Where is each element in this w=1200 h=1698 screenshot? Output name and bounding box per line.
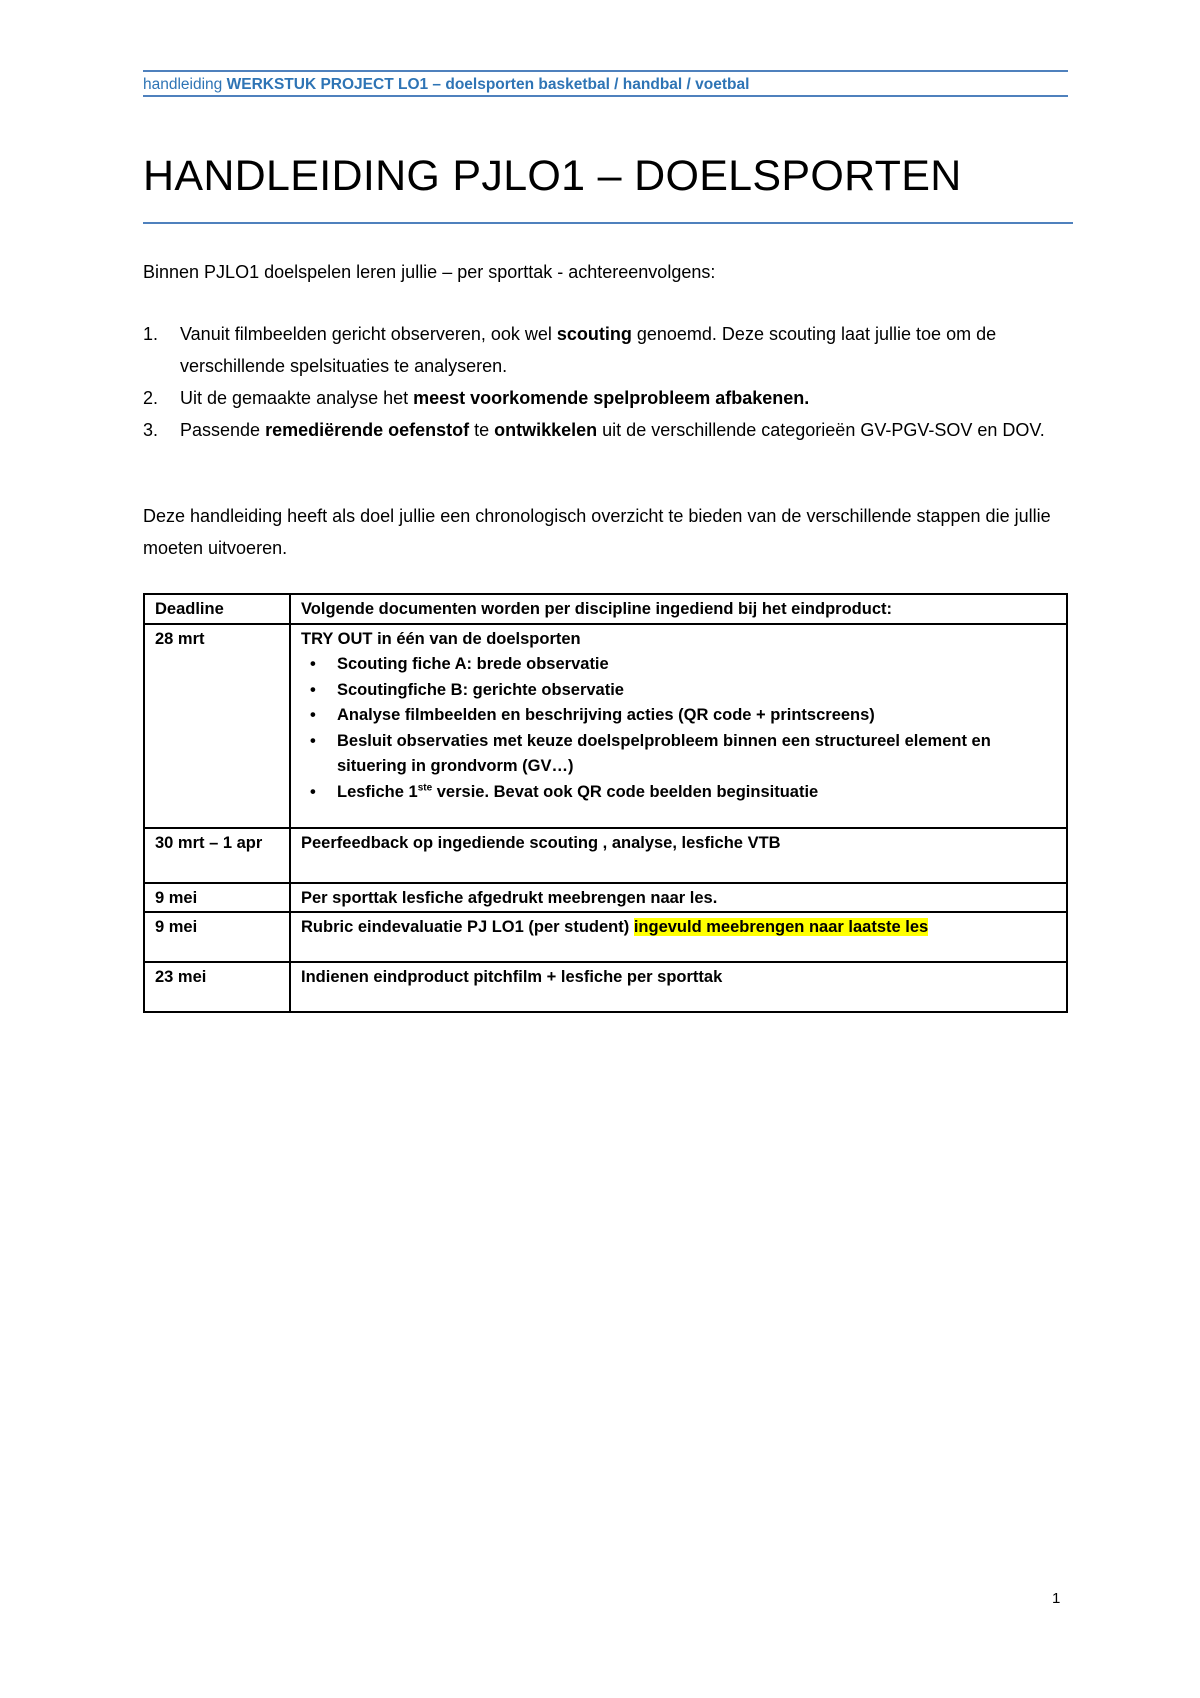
step-emphasis: remediërende oefenstof [265,420,470,440]
list-item-text: versie. Bevat ook QR code beelden beginsituatie [432,782,819,801]
table-row [144,912,1067,962]
table-header-row [144,594,1067,624]
cell-text: Rubric eindevaluatie PJ LO1 (per student) [301,918,634,936]
intro-paragraph: Binnen PJLO1 doelspelen leren jullie – per sporttak - achtereenvolgens: [143,262,716,282]
table-row [144,962,1067,1012]
documents-list [301,652,1056,805]
step-text: uit de verschillende categorieën GV-PGV-SOV en DOV. [597,420,1045,440]
list-item: • Besluit observaties met keuze doelspelprobleem binnen een structureel element en situering in grondvorm (GV…) [337,729,1056,780]
list-item: • Scoutingfiche B: gerichte observatie [337,678,1056,704]
step-text: Passende [180,420,266,440]
table-row [144,883,1067,913]
list-item: • Scouting fiche A: brede observatie [337,652,1056,678]
list-item: • Analyse filmbeelden en beschrijving acties (QR code + printscreens) [337,703,1056,729]
deadline-table [143,593,1068,1013]
deadline-cell: 23 mei [144,962,290,1012]
step-emphasis: ontwikkelen [494,420,598,440]
table-row [144,624,1067,828]
table-row [144,828,1067,883]
header-subject: WERKSTUK PROJECT LO1 – doelsporten basketbal / handbal / voetbal [226,76,750,93]
documents-cell: Peerfeedback op ingediende scouting , analyse, lesfiche VTB [290,828,1067,883]
step-item [143,318,1073,382]
step-emphasis: scouting [556,324,632,344]
list-item-text: Lesfiche 1 [337,782,418,801]
deadline-cell: 9 mei [144,912,290,962]
header-prefix: handleiding [143,76,227,93]
documents-cell [290,624,1067,828]
step-number: 2. [143,388,159,408]
step-item [143,382,1073,414]
step-text: Uit de gemaakte analyse het [180,388,414,408]
deadline-cell: 9 mei [144,883,290,913]
step-number: 1. [143,324,159,344]
step-item [143,414,1073,446]
step-emphasis: meest voorkomende spelprobleem afbakenen. [413,388,810,408]
documents-cell: Per sporttak lesfiche afgedrukt meebrengen naar les. [290,883,1067,913]
ordinal-suffix: ste [417,782,433,793]
header-cell-deadline: Deadline [144,594,290,624]
documents-cell [290,912,1067,962]
deadline-cell: 28 mrt [144,624,290,828]
deadline-cell: 30 mrt – 1 apr [144,828,290,883]
highlighted-text: ingevuld meebrengen naar laatste les [633,918,929,936]
steps-list [143,318,1073,446]
step-text: te [469,420,495,440]
step-text: Vanuit filmbeelden gericht observeren, ook wel [180,324,557,344]
step-text: genoemd. Deze scouting laat jullie toe om de verschillende spelsituaties te analyseren. [180,324,997,376]
row-lead: TRY OUT in één van de doelsporten [301,629,581,648]
page-header [143,70,1068,97]
overview-paragraph: Deze handleiding heeft als doel jullie een chronologisch overzicht te bieden van de verschillende stappen die jullie moeten uitvoeren. [143,506,1051,558]
title-underline [143,222,1073,224]
step-number: 3. [143,420,159,440]
list-item [337,780,1056,806]
header-cell-documents: Volgende documenten worden per discipline ingediend bij het eindproduct: [290,594,1067,624]
document-title: HANDLEIDING PJLO1 – DOELSPORTEN [143,152,962,200]
page-number: 1 [1052,1590,1061,1607]
documents-cell: Indienen eindproduct pitchfilm + lesfiche per sporttak [290,962,1067,1012]
